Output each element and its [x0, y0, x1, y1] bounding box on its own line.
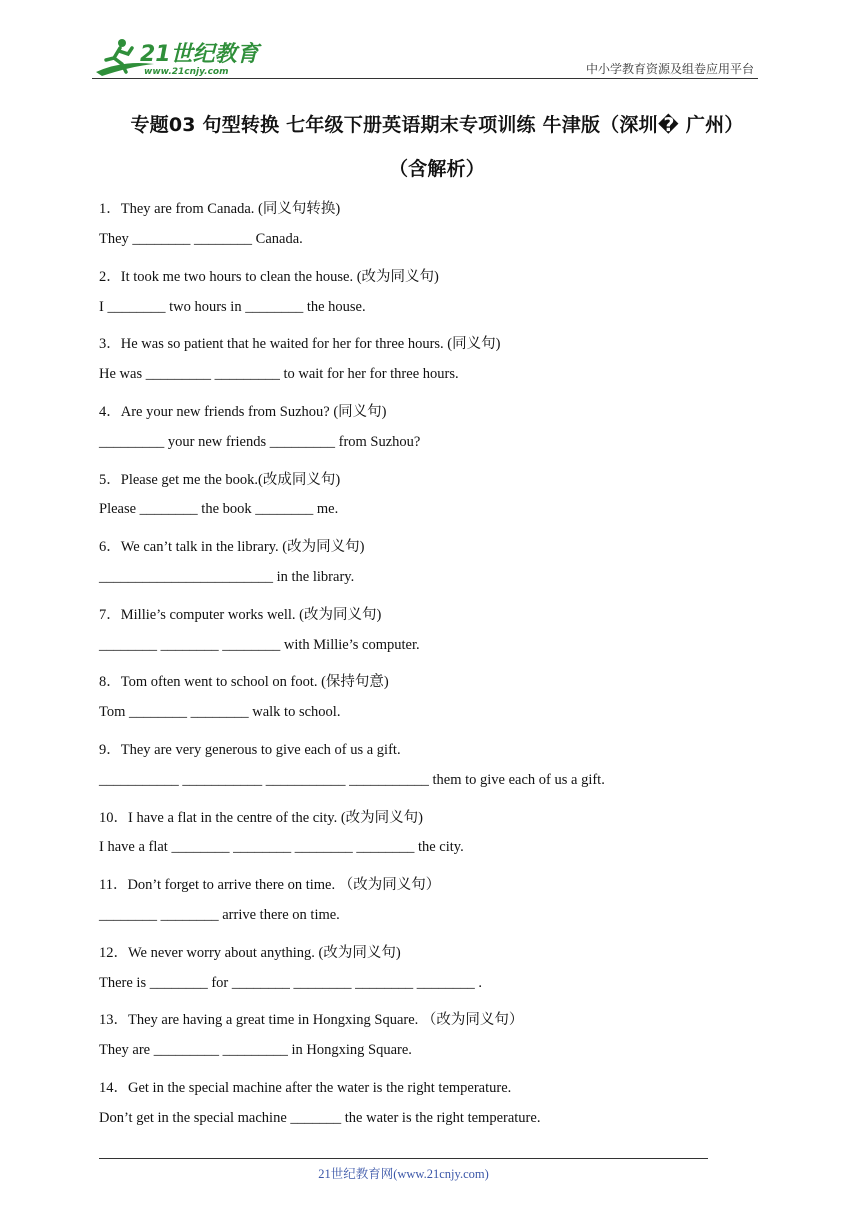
answer-7: ________ ________ ________ with Millie’s computer. — [99, 637, 420, 653]
answer-8: Tom ________ ________ walk to school. — [99, 704, 341, 720]
question-1: 1．They are from Canada. (同义句转换) — [99, 201, 341, 217]
document-title: 专题03 句型转换 七年级下册英语期末专项训练 牛津版（深圳� 广州） — [130, 114, 744, 136]
question-3: 3．He was so patient that he waited for her for three hours. (同义句) — [99, 336, 501, 352]
question-12: 12．We never worry about anything. (改为同义句) — [99, 945, 401, 961]
answer-12: There is ________ for ________ ________ ________ ________ . — [99, 975, 483, 991]
platform-label: 中小学教育资源及组卷应用平台 — [585, 62, 754, 76]
answer-2: I ________ two hours in ________ the house. — [99, 299, 366, 315]
footer-divider — [99, 1158, 708, 1159]
page-header — [92, 34, 758, 80]
header-divider — [92, 78, 758, 79]
answer-11: ________ ________ arrive there on time. — [99, 907, 340, 923]
question-5: 5．Please get me the book.(改成同义句) — [99, 472, 341, 488]
logo — [92, 34, 272, 78]
runner-logo-icon — [92, 34, 272, 78]
question-9: 9．They are very generous to give each of us a gift. — [99, 742, 401, 758]
answer-1: They ________ ________ Canada. — [99, 231, 303, 247]
answer-5: Please ________ the book ________ me. — [99, 501, 339, 517]
document-subtitle: （含解析） — [388, 158, 485, 180]
question-7: 7．Millie’s computer works well. (改为同义句) — [99, 607, 382, 623]
answer-10: I have a flat ________ ________ ________ ________ the city. — [99, 839, 464, 855]
answer-3: He was _________ _________ to wait for her for three hours. — [99, 366, 459, 382]
answer-14: Don’t get in the special machine _______ the water is the right temperature. — [99, 1110, 541, 1126]
answer-9: ___________ ___________ ___________ ___________ them to give each of us a gift. — [99, 772, 605, 788]
question-14: 14．Get in the special machine after the water is the right temperature. — [99, 1080, 512, 1096]
question-10: 10．I have a flat in the centre of the city. (改为同义句) — [99, 810, 423, 826]
svg-text:www.21cnjy.com: www.21cnjy.com — [144, 67, 229, 77]
answer-13: They are _________ _________ in Hongxing Square. — [99, 1042, 412, 1058]
question-6: 6．We can’t talk in the library. (改为同义句) — [99, 539, 365, 555]
question-13: 13．They are having a great time in Hongxing Square. （改为同义句） — [99, 1012, 524, 1028]
question-8: 8．Tom often went to school on foot. (保持句意) — [99, 674, 389, 690]
question-2: 2．It took me two hours to clean the house. (改为同义句) — [99, 269, 439, 285]
answer-4: _________ your new friends _________ from Suzhou? — [99, 434, 421, 450]
question-11: 11．Don’t forget to arrive there on time. （改为同义句） — [99, 877, 441, 893]
svg-text:21世纪教育: 21世纪教育 — [140, 42, 259, 67]
answer-6: ________________________ in the library. — [99, 569, 355, 585]
question-4: 4．Are your new friends from Suzhou? (同义句) — [99, 404, 387, 420]
footer-link[interactable]: 21世纪教育网(www.21cnjy.com) — [318, 1167, 489, 1181]
